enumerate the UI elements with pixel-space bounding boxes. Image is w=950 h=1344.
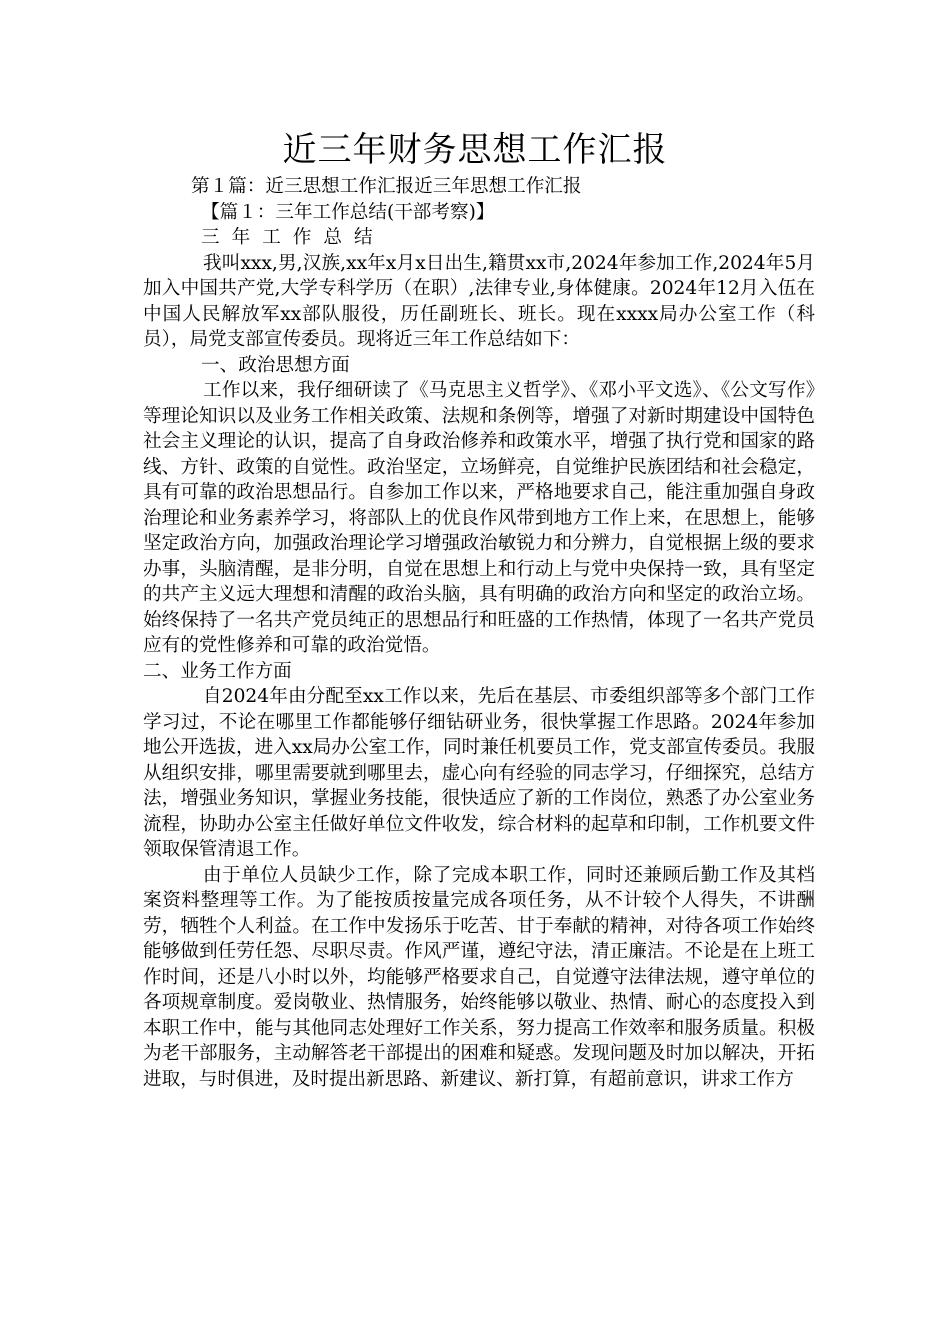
section1-title: 一、政治思想方面 <box>201 354 350 376</box>
section-heading: 【篇１：三年工作总结(干部考察)】 <box>201 201 495 223</box>
section2-paragraph-2: 由于单位人员缺少工作，除了完成本职工作，同时还兼顾后勤工作及其档案资料整理等工作。为了能按质按量完成各项任务，从不计较个人得失，不讲酬劳，牺牲个人利益。在工作中发扬乐于吃苦、甘于奉献的精神，对待各项工作始终能够做到任劳任怨、尽职尽责。作风严谨，遵纪守法，清正廉洁。不论是在上班工作时间，还是八小时以外，均能够严格要求自己，自觉遵守法律法规，遵守单位的各项规章制度。爱岗敬业、热情服务，始终能够以敬业、热情、耐心的态度投入到本职工作中，能与其他同志处理好工作关系，努力提高工作效率和服务质量。积极为老干部服务，主动解答老干部提出的困难和疑惑。发现问题及时加以解决，开拓进取，与时俱进，及时提出新思路、新建议、新打算，有超前意识，讲求工作方 <box>143 864 815 1090</box>
section2-title: 二、业务工作方面 <box>143 660 292 682</box>
document-title: 近三年财务思想工作汇报 <box>282 130 668 170</box>
summary-heading: 三年工作总结 <box>201 227 385 248</box>
section2-paragraph-1: 自2024年由分配至xx工作以来，先后在基层、市委组织部等多个部门工作学习过，不论在哪里工作都能够仔细钻研业务，很快掌握工作思路。2024年参加地公开选拔，进入xx局办公室工作，同时兼任机要员工作，党支部宣传委员。我服从组织安排，哪里需要就到哪里去，虚心向有经验的同志学习，仔细探究，总结方法，增强业务知识，掌握业务技能，很快适应了新的工作岗位，熟悉了办公室业务流程，协助办公室主任做好单位文件收发，综合材料的起草和印制，工作机要文件领取保管清退工作。 <box>143 686 815 860</box>
chapter-heading: 第１篇：近三思想工作汇报近三年思想工作汇报 <box>191 176 582 197</box>
document-body <box>143 174 815 1092</box>
section1-paragraph: 工作以来，我仔细研读了《马克思主义哲学》、《邓小平文选》、《公文写作》等理论知识以及业务工作相关政策、法规和条例等，增强了对新时期建设中国特色社会主义理论的认识，提高了自身政治修养和政策水平，增强了执行党和国家的路线、方针、政策的自觉性。政治坚定，立场鲜亮，自觉维护民族团结和社会稳定，具有可靠的政治思想品行。自参加工作以来，严格地要求自己，能注重加强自身政治理论和业务素养学习，将部队上的优良作风带到地方工作上来，在思想上，能够坚定政治方向，加强政治理论学习增强政治敏锐力和分辨力，自觉根据上级的要求办事，头脑清醒，是非分明，自觉在思想上和行动上与党中央保持一致，具有坚定的共产主义远大理想和清醒的政治头脑，具有明确的政治方向和坚定的政治立场。始终保持了一名共产党员纯正的思想品行和旺盛的工作热情，体现了一名共产党员应有的党性修养和可靠的政治觉悟。 <box>143 380 815 656</box>
intro-paragraph: 我叫xxx,男,汉族,xx年x月x日出生,籍贯xx市,2024年参加工作,2024年5月加入中国共产党,大学专科学历（在职）,法律专业,身体健康。2024年12月入伍在中国人民解放军xx部队服役，历任副班长、班长。现在xxxx局办公室工作（科员），局党支部宣传委员。现将近三年工作总结如下： <box>143 252 815 350</box>
